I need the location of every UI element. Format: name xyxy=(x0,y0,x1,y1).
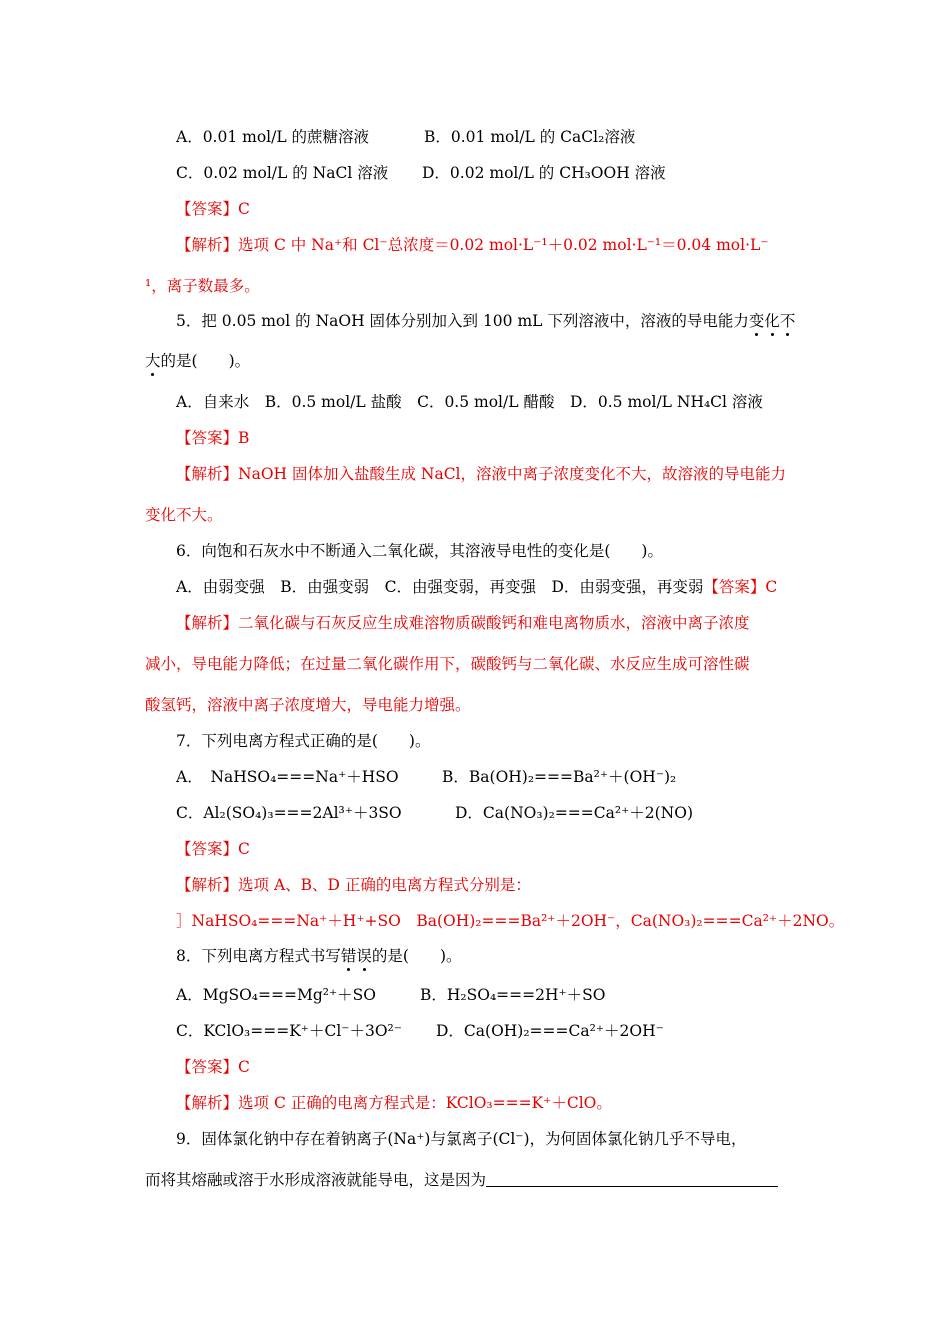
q8-stem xyxy=(176,946,462,966)
q8-stem-text: 的是( )。 xyxy=(371,947,462,965)
q4-option-b-text: B．0.01 mol/L 的 CaCl₂溶液 xyxy=(424,128,636,146)
answer-value: C xyxy=(765,578,778,596)
analysis-tag: 【解析】 xyxy=(176,465,239,483)
analysis-text: 选项 C 正确的电离方程式是：KClO₃===K⁺＋ClO。 xyxy=(238,1094,612,1112)
q7-stem-text: 7．下列电离方程式正确的是( )。 xyxy=(176,732,431,750)
analysis-tag: 【解析】 xyxy=(176,876,239,894)
analysis-text: 减小，导电能力降低；在过量二氧化碳作用下，碳酸钙与二氧化碳、水反应生成可溶性碳 xyxy=(145,655,750,673)
q7-answer xyxy=(176,839,250,859)
q8-option-d-text: D．Ca(OH)₂===Ca²⁺＋2OH⁻ xyxy=(436,1022,664,1040)
q8-stem-emphasis xyxy=(341,947,372,965)
q4-answer xyxy=(176,199,250,219)
analysis-tag: 【解析】 xyxy=(176,614,239,632)
analysis-text: 变化不大。 xyxy=(145,506,223,524)
q6-stem xyxy=(176,541,663,561)
q5-stem-text: 的是( )。 xyxy=(160,352,251,370)
q7-analysis-cont xyxy=(176,911,844,931)
answer-tag: 【答案】 xyxy=(176,840,239,858)
q7-stem xyxy=(176,731,430,751)
answer-value: C xyxy=(238,200,250,218)
q5-options xyxy=(176,392,763,412)
q6-options xyxy=(176,577,777,597)
q9-stem-text: 而将其熔融或溶于水形成溶液就能导电，这是因为 xyxy=(145,1171,487,1189)
analysis-tag: 【解析】 xyxy=(176,236,239,254)
analysis-text: 选项 A、B、D 正确的电离方程式分别是： xyxy=(238,876,531,894)
emphasis-char: 错 xyxy=(340,947,357,965)
q4-option-d-text: D．0.02 mol/L 的 CH₃OOH 溶液 xyxy=(422,164,666,182)
answer-tag: 【答案】 xyxy=(176,200,239,218)
q7-option-d xyxy=(455,803,693,823)
q6-options-text: A．由弱变强 B．由强变弱 C．由强变弱，再变强 D．由弱变强，再变弱 xyxy=(176,578,704,596)
q7-option-c xyxy=(176,803,402,823)
analysis-text: ¹，离子数最多。 xyxy=(145,277,260,295)
answer-tag: 【答案】 xyxy=(176,1058,239,1076)
q8-option-b-text: B．H₂SO₄===2H⁺＋SO xyxy=(420,986,606,1004)
q6-analysis xyxy=(176,613,750,633)
q7-analysis xyxy=(176,875,531,895)
analysis-tag: 【解析】 xyxy=(176,1094,239,1112)
answer-tag: 【答案】 xyxy=(703,578,766,596)
emphasis-char: 大 xyxy=(145,352,161,370)
answer-tag: 【答案】 xyxy=(176,429,239,447)
analysis-text: 酸氢钙，溶液中离子浓度增大，导电能力增强。 xyxy=(145,696,471,714)
answer-value: C xyxy=(238,1058,250,1076)
q7-option-a-text: A． NaHSO₄===Na⁺＋HSO xyxy=(176,768,399,786)
q9-answer-blank[interactable] xyxy=(486,1186,778,1187)
q8-option-b xyxy=(420,985,606,1005)
q5-stem-emphasis xyxy=(145,352,161,370)
q9-stem-text: 9．固体氯化钠中存在着钠离子(Na⁺)与氯离子(Cl⁻)，为何固体氯化钠几乎不导电， xyxy=(176,1130,747,1148)
analysis-text: 二氧化碳与石灰反应生成难溶物质碳酸钙和难电离物质水，溶液中离子浓度 xyxy=(238,614,750,632)
q8-option-a xyxy=(176,985,376,1005)
q8-option-c-text: C．KClO₃===K⁺＋Cl⁻＋3O²⁻ xyxy=(176,1022,402,1040)
q7-option-b xyxy=(442,767,676,787)
q4-analysis xyxy=(176,235,768,255)
emphasis-char: 不 xyxy=(779,312,796,330)
q6-analysis-cont-2 xyxy=(145,695,471,715)
q4-option-b xyxy=(424,127,635,147)
analysis-text: 选项 C 中 Na⁺和 Cl⁻总浓度＝0.02 mol·L⁻¹＋0.02 mol·L⁻¹＝0.04 mol·L⁻ xyxy=(238,236,769,254)
q5-stem-cont xyxy=(145,351,250,371)
q4-option-d xyxy=(422,163,666,183)
q9-stem xyxy=(176,1129,747,1149)
q7-option-a xyxy=(176,767,399,787)
q4-option-a xyxy=(176,127,369,147)
q8-analysis xyxy=(176,1093,612,1113)
q8-option-a-text: A．MgSO₄===Mg²⁺＋SO xyxy=(176,986,377,1004)
analysis-text: ］NaHSO₄===Na⁺＋H⁺+SO Ba(OH)₂===Ba²⁺＋2OH⁻，Ca(NO₃)₂===Ca²⁺＋2NO。 xyxy=(176,912,845,930)
q5-analysis xyxy=(176,464,786,484)
emphasis-char: 变 xyxy=(748,312,765,330)
q8-answer xyxy=(176,1057,250,1077)
emphasis-char: 化 xyxy=(764,312,780,330)
q7-option-b-text: B．Ba(OH)₂===Ba²⁺＋(OH⁻)₂ xyxy=(442,768,677,786)
q6-analysis-cont-1 xyxy=(145,654,750,674)
q4-option-c-text: C．0.02 mol/L 的 NaCl 溶液 xyxy=(176,164,389,182)
q5-options-text: A．自来水 B．0.5 mol/L 盐酸 C．0.5 mol/L 醋酸 D．0.5 mol/L NH₄Cl 溶液 xyxy=(176,393,763,411)
answer-value: C xyxy=(238,840,250,858)
q8-option-d xyxy=(436,1021,664,1041)
q5-stem-emphasis xyxy=(749,312,796,330)
q8-stem-text: 8．下列电离方程式书写 xyxy=(176,947,341,965)
q7-option-c-text: C．Al₂(SO₄)₃===2Al³⁺＋3SO xyxy=(176,804,402,822)
analysis-text: NaOH 固体加入盐酸生成 NaCl，溶液中离子浓度变化不大，故溶液的导电能力 xyxy=(238,465,787,483)
q5-answer xyxy=(176,428,249,448)
q4-option-a-text: A．0.01 mol/L 的蔗糖溶液 xyxy=(176,128,370,146)
q6-stem-text: 6．向饱和石灰水中不断通入二氧化碳，其溶液导电性的变化是( )。 xyxy=(176,542,663,560)
answer-value: B xyxy=(238,429,250,447)
q9-stem-cont xyxy=(145,1170,778,1190)
q7-option-d-text: D．Ca(NO₃)₂===Ca²⁺＋2(NO) xyxy=(455,804,694,822)
q8-option-c xyxy=(176,1021,402,1041)
q5-stem xyxy=(176,311,795,331)
q4-option-c xyxy=(176,163,388,183)
q5-analysis-cont xyxy=(145,505,223,525)
q5-stem-text: 5．把 0.05 mol 的 NaOH 固体分别加入到 100 mL 下列溶液中，溶液的导电能力 xyxy=(176,312,749,330)
q4-analysis-cont xyxy=(145,276,260,296)
emphasis-char: 误 xyxy=(356,947,372,965)
